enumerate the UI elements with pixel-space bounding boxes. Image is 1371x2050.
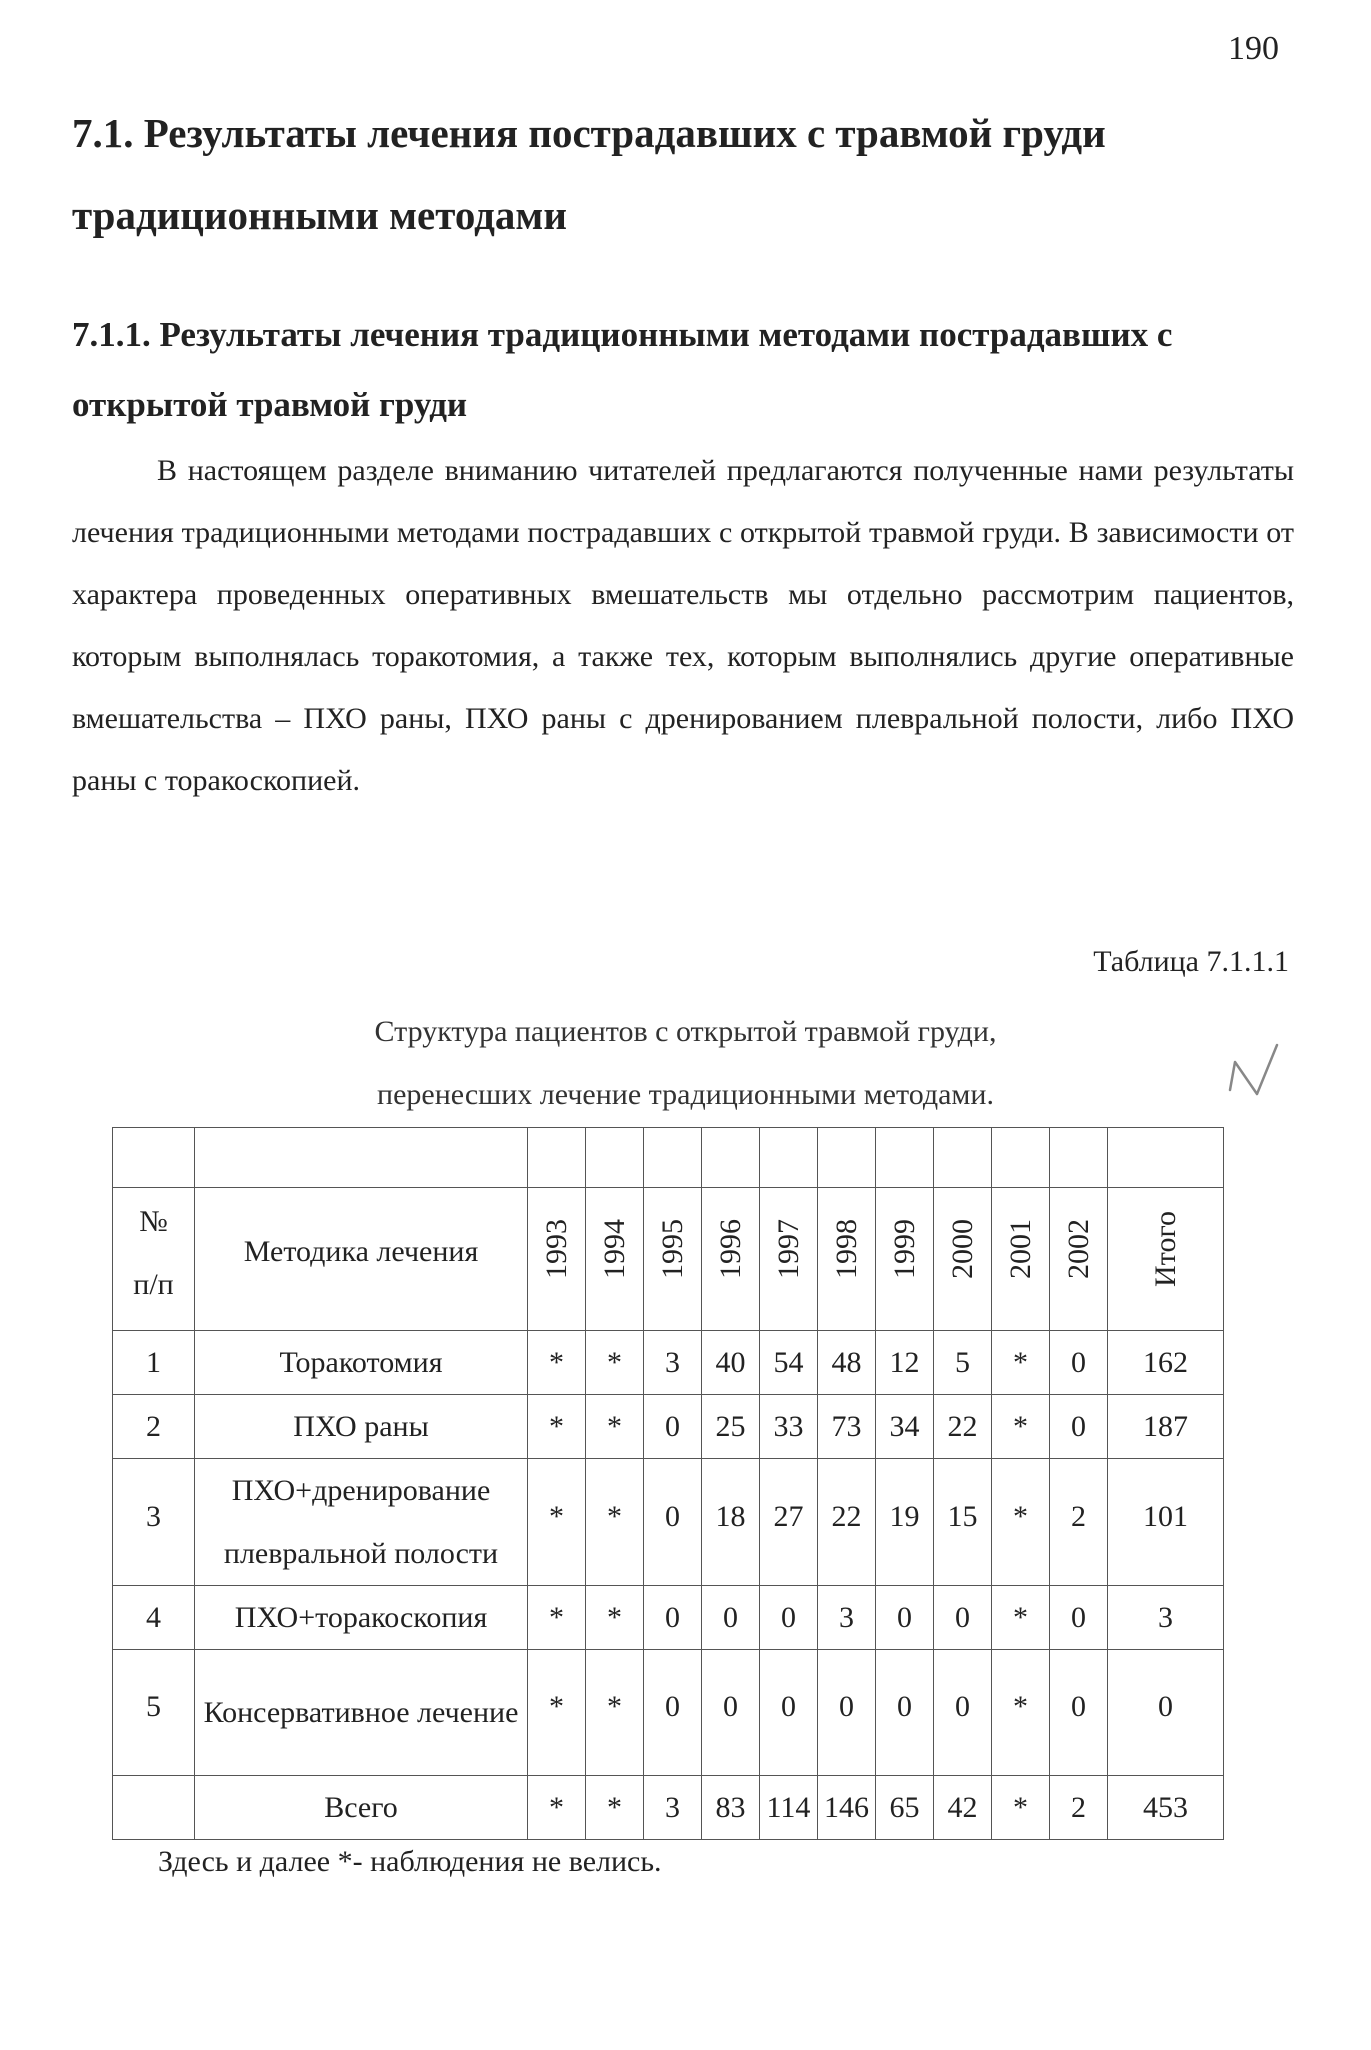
header-year: 1993 [528, 1188, 586, 1331]
table-empty-top-row [113, 1128, 1224, 1188]
header-year: 2002 [1050, 1188, 1108, 1331]
patients-table [112, 1127, 1224, 1840]
table-caption-line-1: Структура пациентов с открытой травмой груди, [374, 1015, 997, 1048]
subsection-title: 7.1.1. Результаты лечения традиционными методами пострадавших с открытой травмой груди [72, 315, 1173, 424]
header-year: 1994 [586, 1188, 644, 1331]
header-num: № п/п [113, 1188, 195, 1331]
header-year: 2000 [934, 1188, 992, 1331]
table-row: 3 ПХО+дренирование плевральной полости * * 0 18 27 22 19 15 * 2 101 [113, 1459, 1224, 1586]
header-year: 1995 [644, 1188, 702, 1331]
header-year: 1997 [760, 1188, 818, 1331]
table-row: 4 ПХО+торакоскопия * * 0 0 0 3 0 0 * 0 3 [113, 1586, 1224, 1650]
table-caption-line-2: перенесших лечение традиционными методами. [377, 1078, 994, 1111]
table-footnote: Здесь и далее *- наблюдения не велись. [158, 1845, 662, 1878]
table-row: 5 Консервативное лечение * * 0 0 0 0 0 0 * 0 0 [113, 1650, 1224, 1776]
page-number: 190 [1228, 30, 1279, 67]
table-row: 1 Торакотомия * * 3 40 54 48 12 5 * 0 162 [113, 1331, 1224, 1395]
body-paragraph: В настоящем разделе вниманию читателей предлагаются полученные нами результаты лечения традиционными методами пострадавших с открытой травмой груди. В зависимости от характера проведенных оперативных вмешательств мы отдельно рассмотрим пациентов, которым выполнялась торакотомия, а также тех, которым выполнялись другие оперативные вмешательства – ПХО раны, ПХО раны с дренированием плевральной полости, либо ПХО раны с торакоскопией. [72, 454, 1294, 797]
section-title: 7.1. Результаты лечения пострадавших с травмой груди традиционными методами [72, 110, 1106, 238]
header-method: Методика лечения [195, 1188, 528, 1331]
header-year: 1996 [702, 1188, 760, 1331]
header-total: Итого [1108, 1188, 1224, 1331]
handwritten-mark [1225, 1040, 1285, 1100]
table-summary-row: Всего * * 3 83 114 146 65 42 * 2 453 [113, 1776, 1224, 1840]
header-year: 1999 [876, 1188, 934, 1331]
table-label: Таблица 7.1.1.1 [1093, 945, 1289, 978]
table-row: 2 ПХО раны * * 0 25 33 73 34 22 * 0 187 [113, 1395, 1224, 1459]
table-caption [0, 1000, 1371, 1126]
header-year: 1998 [818, 1188, 876, 1331]
table-header-row [113, 1188, 1224, 1331]
header-year: 2001 [992, 1188, 1050, 1331]
